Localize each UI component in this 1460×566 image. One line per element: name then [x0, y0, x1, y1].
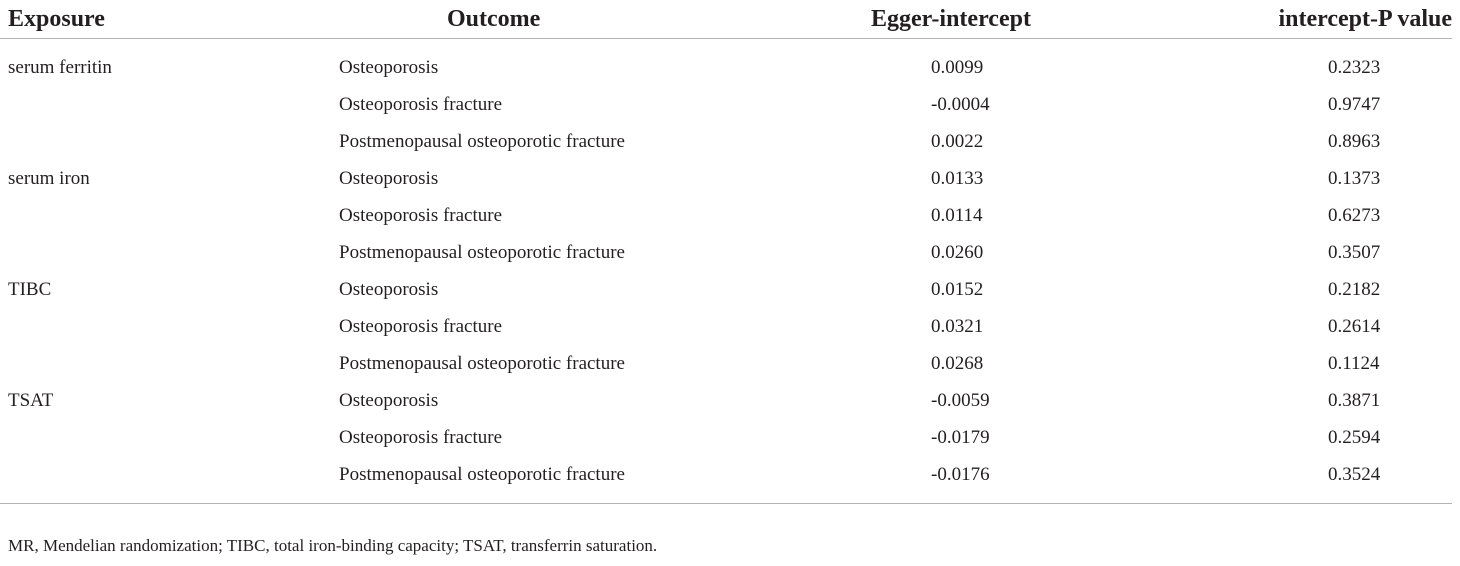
table-row: [0, 234, 1452, 271]
table-row: [0, 86, 1452, 123]
cell-intercept-p-value: 0.3871: [1328, 390, 1381, 411]
table-body: [0, 39, 1452, 504]
cell-intercept-p-value: 0.2614: [1328, 316, 1381, 337]
cell-exposure: serum iron: [8, 168, 90, 189]
cell-egger-intercept: 0.0133: [931, 168, 984, 189]
cell-exposure: [0, 86, 330, 123]
cell-egger-intercept: 0.0321: [931, 316, 984, 337]
cell-intercept-p-value: 0.6273: [1328, 205, 1381, 226]
cell-intercept-p-value: 0.8963: [1328, 131, 1381, 152]
table-footnote: MR, Mendelian randomization; TIBC, total iron-binding capacity; TSAT, transferrin saturation.: [8, 536, 658, 555]
table-row: [0, 308, 1452, 345]
cell-outcome: Postmenopausal osteoporotic fracture: [330, 456, 780, 504]
table-header: [0, 0, 1452, 39]
cell-exposure: [0, 345, 330, 382]
cell-egger-intercept: 0.0114: [931, 205, 983, 226]
cell-exposure: [0, 234, 330, 271]
cell-exposure: [0, 123, 330, 160]
cell-intercept-p-value: 0.9747: [1328, 94, 1381, 115]
cell-outcome: Osteoporosis: [339, 390, 439, 411]
cell-outcome: Osteoporosis: [339, 168, 439, 189]
cell-exposure: [0, 419, 330, 456]
cell-outcome: Postmenopausal osteoporotic fracture: [339, 131, 625, 152]
cell-outcome: Osteoporosis: [339, 279, 439, 300]
cell-egger-intercept: -0.0179: [931, 427, 990, 448]
table-row: [0, 345, 1452, 382]
cell-egger-intercept: -0.0176: [780, 456, 1135, 504]
cell-intercept-p-value: 0.3507: [1328, 242, 1381, 263]
cell-intercept-p-value: 0.1373: [1328, 168, 1381, 189]
cell-outcome: Osteoporosis: [339, 57, 439, 78]
table-row: [0, 456, 1452, 504]
cell-exposure: [0, 197, 330, 234]
cell-outcome: Osteoporosis fracture: [339, 316, 503, 337]
cell-intercept-p-value: 0.2182: [1328, 279, 1381, 300]
cell-egger-intercept: -0.0059: [931, 390, 990, 411]
cell-exposure: serum ferritin: [8, 57, 112, 78]
table-row: [0, 123, 1452, 160]
cell-outcome: Osteoporosis fracture: [339, 205, 503, 226]
cell-egger-intercept: 0.0260: [931, 242, 984, 263]
cell-outcome: Postmenopausal osteoporotic fracture: [339, 353, 625, 374]
cell-egger-intercept: 0.0152: [931, 279, 984, 300]
table-row: [0, 271, 1452, 308]
cell-egger-intercept: 0.0099: [931, 57, 984, 78]
cell-exposure: TIBC: [8, 279, 52, 300]
header-outcome: Outcome: [330, 0, 780, 39]
table-row: [0, 39, 1452, 87]
cell-outcome: Osteoporosis fracture: [339, 427, 503, 448]
table-row: [0, 419, 1452, 456]
cell-exposure: TSAT: [8, 390, 54, 411]
header-exposure: Exposure: [0, 0, 330, 39]
cell-intercept-p-value: 0.2594: [1328, 427, 1381, 448]
table-row: [0, 197, 1452, 234]
table-row: [0, 382, 1452, 419]
cell-egger-intercept: -0.0004: [931, 94, 990, 115]
header-egger-intercept: Egger-intercept: [780, 0, 1135, 39]
cell-intercept-p-value: 0.2323: [1328, 57, 1381, 78]
cell-intercept-p-value: 0.1124: [1328, 353, 1380, 374]
cell-egger-intercept: 0.0022: [931, 131, 984, 152]
cell-exposure: [0, 308, 330, 345]
cell-exposure: [0, 456, 330, 504]
table-row: [0, 160, 1452, 197]
cell-outcome: Osteoporosis fracture: [339, 94, 503, 115]
cell-outcome: Postmenopausal osteoporotic fracture: [339, 242, 625, 263]
cell-egger-intercept: 0.0268: [931, 353, 984, 374]
header-intercept-p-value: intercept-P value: [1135, 0, 1452, 39]
cell-intercept-p-value: 0.3524: [1135, 456, 1452, 504]
